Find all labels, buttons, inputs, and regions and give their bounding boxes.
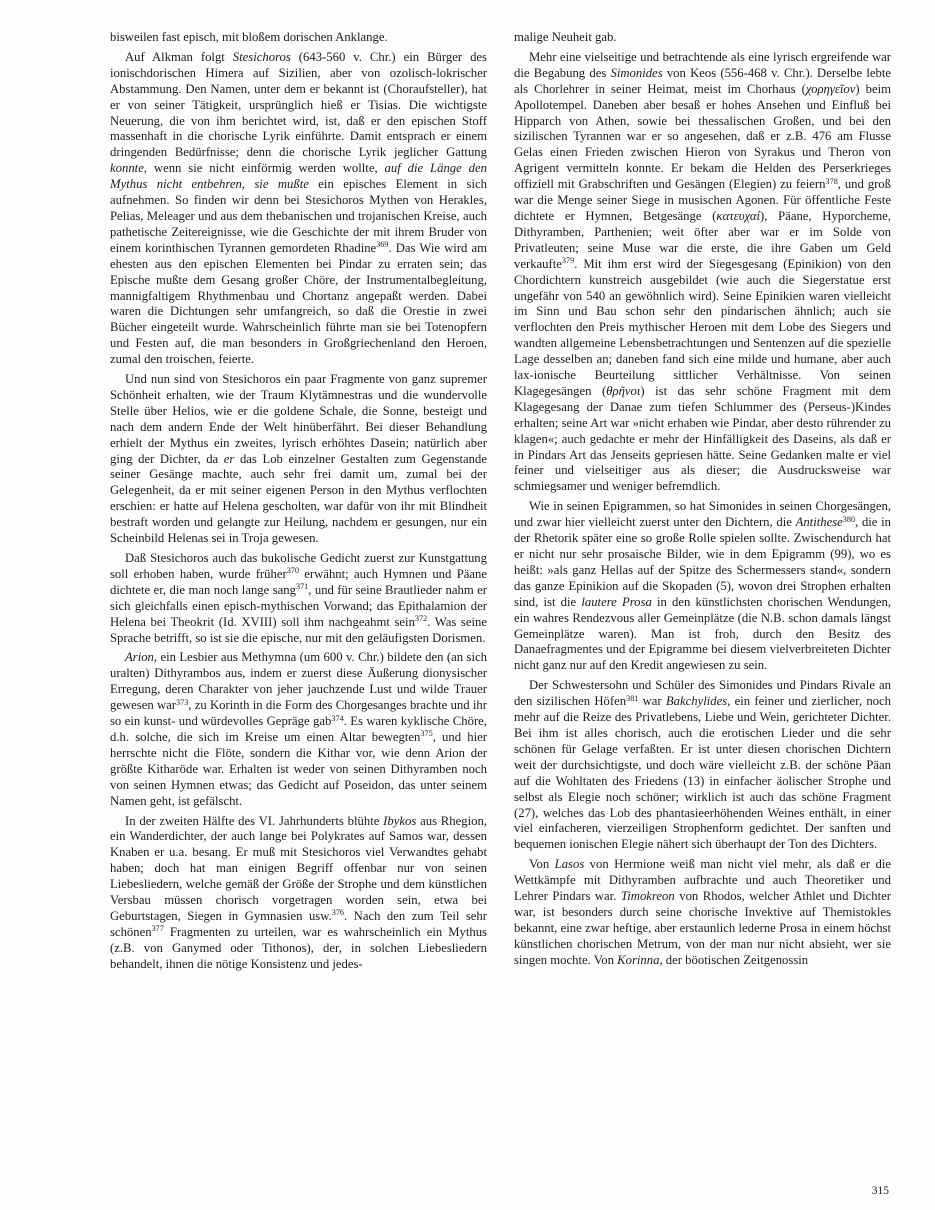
- italic-text: Antithese: [795, 515, 843, 530]
- italic-text: konnte: [110, 161, 144, 176]
- footnote-ref: 374: [331, 713, 344, 723]
- page-number: 315: [871, 1185, 889, 1197]
- italic-text: Arion,: [125, 650, 158, 665]
- italic-text: Stesichoros: [232, 49, 291, 64]
- paragraph: malige Neuheit gab.: [514, 30, 617, 44]
- italic-text: auf die Länge den Mythus nicht entbehren, sie mußte: [110, 161, 487, 192]
- footnote-ref: 375: [420, 729, 433, 739]
- italic-text: Timokreon: [620, 889, 675, 904]
- paragraph: bisweilen fast episch, mit bloßem dorischen Anklange.: [110, 30, 388, 44]
- paragraph: Wie in seinen Epigrammen, so hat Simonides in seinen Chorgesängen, und zwar hier vielleicht zuerst unter den Dichtern, die Antithese$^{380}$, die in der Rhetorik später eine so große Rolle spielen sollte. Zwischendurch hat er nicht nur sehr prosaische Bilder, wie in dem Epigramm (99), wo es heißt: »als ganz Hellas auf der Spitze des Schermessers stand«, sondern das ganze Epinikion auf die Skopaden (5), wovon drei Strophen erhalten sind, ist die lautere Prosa in den künstlichsten chorischen Wendungen, ein wahres Rendezvous aller Gemeinplätze (die N.B. schon damals längst Gemeinplätze waren). Man ist froh, durch den Besitz des Danaefragmentes und der Epigramme bei diesem vielverbreiteten Dichter nicht ganz nur auf den Kredit angewiesen zu sein.: [514, 499, 891, 673]
- paragraph: In der zweiten Hälfte des VI. Jahrhunderts blühte Ibykos aus Rhegion, ein Wanderdichter, der auch lange bei Polykrates auf Samos war, dessen Knaben er u.a. besang. Er muß mit Stesichoros viel Verwandtes gehabt haben; doch hat man einigen Begriff offenbar nur von seinen Liebesliedern, welche gemäß der Größe der Strophe und dem künstlichen Versbau müssen chorisch vorgetragen worden sein, etwa bei Geburtstagen, Siegen in Gymnasien usw.$^{376}$. Nach den zum Teil sehr schönen$^{377}$ Fragmenten zu urteilen, war es wahrscheinlich ein Mythus (z.B. von Ganymed oder Tithonos), der, in solchen Liebesliedern behandelt, ihnen die nötige Konsistenz und jedes-: [110, 813, 487, 971]
- italic-text: Ibykos: [383, 813, 417, 828]
- footnote-ref: 380: [842, 514, 856, 524]
- paragraph: Der Schwestersohn und Schüler des Simonides und Pindars Rivale an den sizilischen Höfen$^{381}$ war Bakchylides, ein feiner und zierlicher, noch mehr auf die Reize des Privatlebens, Liebe und Wein, gerichteter Dichter. Bei ihm ist alles chorisch, auch die erotischen Lieder und die sehr schönen für Gelage verfaßten. Er ist unter diesen chorischen Dichtern weit der durchsichtigste, und doch wäre vielleicht z.B. der schöne Päan auf die Wohltaten des Friedens (13) in einfacher äolischer Strophe und selbst als Elegie noch schöner; wirklich ist auch das schöne Fragment (27), welches das Lob des phantasieerhöhenden Weines enthält, in einer viel einfacheren, vierzeiligen Strophenform gedichtet. Der sanften und bequemen ionischen Elegie nähert sich überhaupt der Ton des Dichters.: [514, 678, 891, 852]
- paragraph: Und nun sind von Stesichoros ein paar Fragmente von ganz supremer Schönheit erhalten, wie der Traum Klytämnestras und die wundervolle Stelle über Helios, wie er die goldene Schale, die Sonne, besteigt und nach dem andern Ende der Welt hinüberfährt. Bei dieser Behandlung erhielt der Mythus ein zweites, lyrisch erhöhtes Dasein; natürlich aber ging der Dichter, da er das Lob einzelner Gestalten zum Gegenstande seiner Gesänge machte, auch sehr frei damit um, zumal bei der Gelegenheit, da er mit seiner eigenen Person in den Mythus verflochten erschien: er hatte auf Helena gescholten, war dafür von ihr mit Blindheit bestraft worden und gelangte zur Heilung, nachdem er gesungen, nur ein Scheinbild Helenas sei in Troja gewesen.: [110, 372, 487, 546]
- footnote-ref: 379: [561, 256, 575, 266]
- two-column-text-block: [110, 30, 891, 973]
- footnote-ref: 376: [331, 908, 345, 918]
- text-column: [110, 30, 487, 973]
- italic-text: er: [223, 451, 235, 466]
- paragraph: Arion, ein Lesbier aus Methymna (um 600 v. Chr.) bildete den (an sich uralten) Dithyrambos aus, indem er zuerst diese Äußerung dionysischer Erregung, deren Charakter von jeher jauchzende Lust und wilde Trauer gewesen war$^{373}$, zu Korinth in die Form des Chorgesanges brachte und ihr so ein kunst- und würdevolles Gepräge gab$^{374}$. Es waren kyklische Chöre, d.h. solche, die sich im Kreise um einen Altar bewegten$^{375}$, und hier herrschte nicht die Flöte, sondern die Kithar vor, wie denn Arion der größte Kitharöde war. Erhalten ist weder von seinen Dithyramben noch von seinen Hymnen etwas; das Gedicht auf Poseidon, das unter seinem Namen geht, ist gefälscht.: [110, 650, 488, 808]
- italic-text: κατευχαί: [716, 208, 761, 223]
- italic-text: θρῆνοι: [606, 383, 641, 398]
- italic-text: χορηγεῖον: [805, 81, 856, 96]
- footnote-ref: 377: [151, 924, 164, 934]
- footnote-ref: 373: [176, 697, 189, 707]
- footnote-ref: 372: [414, 614, 428, 624]
- italic-text: Lasos: [554, 857, 585, 872]
- paragraph: Mehr eine vielseitige und betrachtende als eine lyrisch ergreifende war die Begabung des Simonides von Keos (556-468 v. Chr.). Derselbe lebte als Chorlehrer in seiner Heimat, meist im Chorhaus (χορηγεῖον) beim Apollotempel. Daneben aber besaß er hohes Ansehen und Einfluß bei Hipparch von Athen, sowie bei thessalischen Großen, und bei den sizilischen Tyrannen war er so angesehen, daß er z.B. 476 am Flusse Gelas einen Frieden zwischen Hieron von Syrakus und Theron von Agrigent vermitteln konnte. Er bekam die Helden des Perserkrieges offiziell mit Grabschriften und Gesängen (Elegien) zu feiern$^{378}$, und groß war die Menge seiner Siege in musischen Agonen. Für öffentliche Feste dichtete er Hymnen, Betgesänge (κατευχαί), Päane, Hyporcheme, Dithyramben, Parthenien; weit öfter aber war er im Solde von Privatleuten; seine Muse war die erste, die ihre Gaben um Geld verkaufte$^{379}$. Mit ihm erst wird der Siegesgesang (Epinikion) von den Chordichtern kunstreich ausgebildet (wie auch die Siegerstatue erst ungefähr von 540 an gewöhnlich wird). Seine Epinikien waren vielleicht im Sinn und Bau schon sehr den pindarischen ähnlich; auch sie verflochten den Preis mythischer Heroen mit dem Lobe des Siegers und wandten allgemeine Lebensbetrachtungen und Sentenzen auf die spezielle Lage desselben an; daneben fand sich eine milde und humane, aber auch lax-ionische Beurteilung sittlicher Verhältnisse. Von seinen Klagegesängen (θρῆνοι) ist das sehr schöne Fragment mit dem Klagegesang der Danae zum tiefen Schlummer des (Perseus-)Kindes erhalten; seine Art war »nicht erhaben wie Pindar, aber desto rührender zu klagen«; auch gedachte er mehr der Hinfälligkeit des Daseins, als daß er in Pindars Art das Jenseits gepriesen hätte. Seine Gedanken malte er viel feiner und vielseitiger aus als dieser; die Ausdrucksweise war schmiegsamer und weniger befremdlich.: [514, 49, 892, 494]
- footnote-ref: 369: [376, 240, 389, 250]
- italic-text: Simonides: [610, 65, 663, 80]
- paragraph: Auf Alkman folgt Stesichoros (643-560 v. Chr.) ein Bürger des ionischdorischen Himera auf Sizilien, aber von ozolisch-lokrischer Abstammung. Den Namen, unter dem er bekannt ist (Choraufsteller), hat er von seiner Tätigkeit, ursprünglich hieß er Tisias. Die wichtigste Neuerung, die von ihm berichtet wird, ist, daß er den epischen Stoff massenhaft in die chorische Lyrik einführte. Damit entsprach er einem dringenden Bedürfnisse; denn die chorische Lyrik jeglicher Gattung konnte, wenn sie nicht einförmig werden wollte, auf die Länge den Mythus nicht entbehren, sie mußte ein episches Element in sich aufnehmen. So finden wir denn bei Stesichoros Mythen von Herakles, Pelias, Meleager und aus dem thebanischen und trojanischen Kreise, auch pathetische Zeitereignisse, wie die Geschichte der mit ihrem Bruder von einem korinthischen Tyrannen gemordeten Rhadine$^{369}$. Das Wie wird am ehesten aus den epischen Elementen bei Pindar zu erraten sein; das Epische mußte dem Gesang großer Chöre, der Instrumentalbegleitung, mannigfaltigem Rhythmenbau und Chortanz angepaßt werden. Dabei waren die Dichtungen sehr umfangreich, so daß die Orestie in zwei Bücher eingeteilt wurde. Wahrscheinlich führte man sie bei Totenopfern und Festen auf, die man besonders in Großgriechenland den Heroen, zumal den troischen, feierte.: [110, 49, 487, 367]
- footnote-ref: 381: [626, 693, 639, 703]
- italic-text: Bakchylides,: [665, 694, 731, 709]
- paragraph: Daß Stesichoros auch das bukolische Gedicht zuerst zur Kunstgattung soll erhoben haben, wurde früher$^{370}$ erwähnt; auch Hymnen und Päane dichtete er, die man noch lange sang$^{371}$, und für seine Brautlieder nahm er sich gleichfalls einen episch-mythischen Vorwand; das Epithalamion der Helena bei Theokrit (Id. XVIII) soll ihm nachgeahmt sein$^{372}$. Was seine Sprache betrifft, so ist sie die epische, nur mit den geläufigsten Dorismen.: [110, 551, 488, 645]
- italic-text: Korinna,: [617, 952, 663, 967]
- paragraph: Von Lasos von Hermione weiß man nicht viel mehr, als daß er die Wettkämpfe mit Dithyramben aufbrachte und auch Theoretiker und Lehrer Pindars war. Timokreon von Rhodos, welcher Athlet und Dichter war, ist besonders durch seine chorische Invektive auf Themistokles bekannt, eine zwar heftige, aber erstaunlich lederne Prosa in einem höchst künstlichen chorischen Metrum, von der man nur nicht absieht, wer sie singen mochte. Von Korinna, der böotischen Zeitgenossin: [514, 857, 892, 967]
- footnote-ref: 378: [825, 176, 838, 186]
- text-column: [514, 30, 891, 973]
- footnote-ref: 370: [286, 566, 299, 576]
- footnote-ref: 371: [295, 582, 309, 592]
- italic-text: lautere Prosa: [581, 594, 652, 609]
